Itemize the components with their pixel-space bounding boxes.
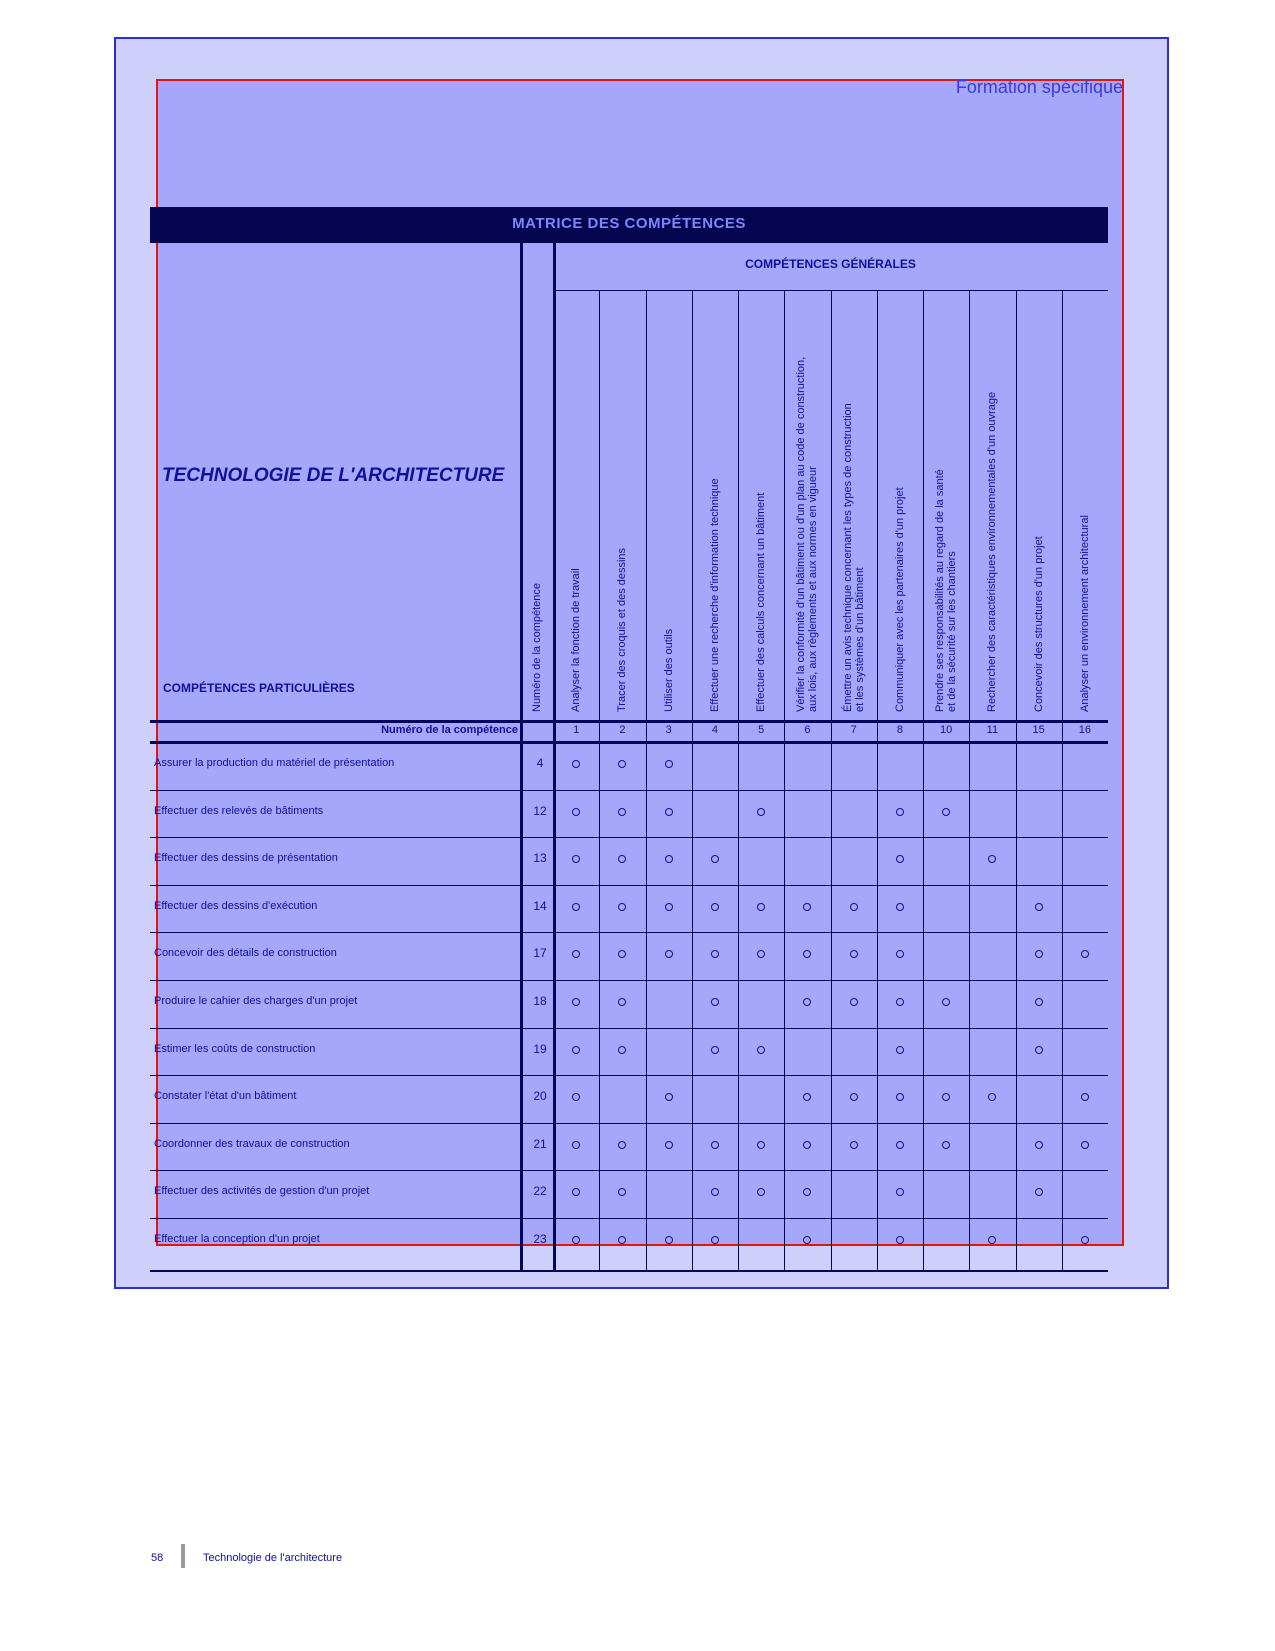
row-separator: [150, 1123, 1108, 1124]
competence-link-mark: [850, 903, 858, 911]
general-competence-code: 2: [619, 724, 626, 736]
general-competence-header: [894, 487, 906, 712]
particular-competence-number: 23: [533, 1232, 547, 1246]
code-row-label: Numéro de la compétence: [381, 724, 518, 736]
row-separator: [150, 790, 1108, 791]
content-frame: [156, 79, 1124, 1246]
competence-link-mark: [1035, 998, 1043, 1006]
code-row-rule: [150, 741, 1108, 744]
competence-link-mark: [896, 808, 904, 816]
table-bottom-rule: [150, 1270, 1108, 1272]
particular-competence-number: 4: [536, 756, 544, 770]
competence-link-mark: [665, 808, 673, 816]
particular-competence-label: Effectuer des dessins d'exécution: [154, 899, 318, 912]
competence-link-mark: [757, 903, 765, 911]
competence-link-mark: [665, 1141, 673, 1149]
general-competence-header-line: aux lois, aux règlements et aux normes en vigueur: [807, 466, 820, 712]
general-competence-code: 7: [850, 724, 857, 736]
general-competence-header-line: et de la sécurité sur les chantiers: [946, 551, 959, 712]
general-competence-header-line: Effectuer des calculs concernant un bâtiment: [755, 492, 768, 712]
matrix-title-band: [150, 207, 1108, 243]
particular-competence-number: 13: [533, 851, 547, 866]
competence-link-mark: [896, 998, 904, 1006]
particular-competence-label: Effectuer des activités de gestion d'un projet: [154, 1185, 370, 1198]
competence-link-mark: [757, 1141, 765, 1149]
competence-link-mark: [711, 1046, 719, 1054]
particular-competence-label: Effectuer des dessins de présentation: [154, 852, 338, 865]
row-separator: [150, 980, 1108, 981]
competence-link-mark: [665, 903, 673, 911]
competence-link-mark: [711, 998, 719, 1006]
particular-competence-label: Effectuer des relevés de bâtiments: [154, 804, 324, 817]
row-separator: [150, 1028, 1108, 1029]
general-competence-header-line: Communiquer avec les partenaires d'un projet: [893, 487, 906, 712]
header-bottom-rule: [150, 720, 1108, 723]
competence-link-mark: [850, 998, 858, 1006]
competence-link-mark: [665, 760, 673, 768]
page-header: Formation spécifique: [955, 77, 1123, 97]
competence-link-mark: [572, 903, 580, 911]
competence-link-mark: [896, 903, 904, 911]
general-competence-header-line: Rechercher des caractéristiques environnementales d'un ouvrage: [986, 391, 999, 712]
competence-link-mark: [711, 903, 719, 911]
section-title: TECHNOLOGIE DE L'ARCHITECTURE: [162, 465, 505, 486]
competence-link-mark: [757, 1046, 765, 1054]
particular-competence-number: 21: [533, 1136, 547, 1151]
particular-competence-number: 22: [533, 1184, 547, 1199]
footer-page-number: 58: [151, 1551, 164, 1564]
general-competence-header: [842, 403, 866, 712]
general-competence-header: [986, 392, 998, 712]
particular-competence-label: Coordonner des travaux de construction: [154, 1137, 350, 1150]
general-competence-header: [663, 629, 675, 712]
competence-link-mark: [572, 1046, 580, 1054]
footer-separator: [181, 1544, 185, 1568]
row-separator: [150, 1170, 1108, 1171]
competence-link-mark: [711, 1236, 719, 1244]
competence-link-mark: [850, 1141, 858, 1149]
competence-link-mark: [1035, 1046, 1043, 1054]
general-competence-header: [795, 357, 819, 712]
competence-link-mark: [572, 808, 580, 816]
general-competence-code: 3: [665, 724, 672, 736]
particular-competence-label: Concevoir des détails de construction: [154, 947, 337, 960]
general-competence-header-line: Émettre un avis technique concernant les types de construction: [841, 403, 854, 712]
particular-competence-label: Constater l'état d'un bâtiment: [154, 1090, 297, 1103]
general-competence-header-line: Analyser un environnement architectural: [1078, 515, 1091, 712]
general-competence-code: 11: [986, 724, 999, 736]
general-competence-header-line: Utiliser des outils: [662, 628, 675, 712]
numero-header: Numéro de la compétence: [531, 582, 543, 712]
page-footer: [151, 1546, 342, 1570]
matrix-title: MATRICE DES COMPÉTENCES: [512, 215, 746, 232]
particular-competence-number: 19: [533, 1041, 547, 1056]
row-separator: [150, 932, 1108, 933]
general-competence-code: 5: [758, 724, 765, 736]
numero-column-right-rule: [553, 243, 556, 1272]
competence-link-mark: [1035, 903, 1043, 911]
row-separator: [150, 885, 1108, 886]
row-separator: [150, 1218, 1108, 1219]
competence-link-mark: [711, 1141, 719, 1149]
particular-competence-label: Assurer la production du matériel de présentation: [154, 757, 395, 769]
general-competence-header-line: Concevoir des structures d'un projet: [1032, 536, 1045, 712]
competence-link-mark: [942, 808, 950, 816]
general-competence-code: 6: [804, 724, 811, 736]
competence-link-mark: [896, 1141, 904, 1149]
general-competence-header-line: Prendre ses responsabilités au regard de la santé: [934, 469, 947, 712]
general-competence-header-line: Effectuer une recherche d'information technique: [708, 478, 721, 712]
competence-link-mark: [942, 1141, 950, 1149]
row-separator: [150, 1075, 1108, 1076]
competence-link-mark: [618, 808, 626, 816]
particular-competence-label: Produire le cahier des charges d'un projet: [154, 995, 358, 1007]
competence-link-mark: [1035, 1141, 1043, 1149]
competence-link-mark: [572, 1141, 580, 1149]
particular-competence-label: Effectuer la conception d'un projet: [154, 1233, 320, 1245]
general-competence-code: 10: [940, 724, 953, 736]
general-competence-code: 16: [1078, 724, 1091, 736]
general-competence-header-line: Vérifier la conformité d'un bâtiment ou d'un plan au code de construction,: [795, 356, 808, 712]
general-competence-header-line: et les systèmes d'un bâtiment: [853, 567, 866, 712]
general-competence-code: 1: [573, 724, 580, 736]
general-competence-header-line: Tracer des croquis et des dessins: [616, 547, 629, 712]
general-competence-header: [934, 469, 958, 712]
competence-link-mark: [665, 1093, 673, 1101]
general-competences-label: COMPÉTENCES GÉNÉRALES: [745, 257, 916, 271]
general-competence-code: 15: [1032, 724, 1045, 736]
general-competence-code: 4: [711, 724, 718, 736]
particular-competences-label: COMPÉTENCES PARTICULIÈRES: [163, 681, 355, 695]
general-competence-header: [755, 493, 767, 712]
particular-competence-number: 17: [533, 946, 547, 961]
general-competence-header: [709, 478, 721, 712]
competence-link-mark: [665, 855, 673, 863]
general-competence-header: [616, 548, 628, 712]
row-separator: [150, 837, 1108, 838]
competence-link-mark: [1081, 1236, 1089, 1244]
general-competence-header: [1079, 515, 1091, 712]
footer-title: Technologie de l'architecture: [203, 1551, 343, 1564]
particular-competence-number: 18: [533, 994, 547, 1008]
general-competence-header: [570, 568, 582, 712]
competence-link-mark: [757, 808, 765, 816]
particular-competence-number: 20: [533, 1089, 547, 1104]
general-competence-code: 8: [896, 724, 903, 736]
particular-competence-label: Estimer les coûts de construction: [154, 1042, 316, 1055]
competence-link-mark: [618, 1046, 626, 1054]
competence-link-mark: [665, 1236, 673, 1244]
general-competence-header: [1033, 536, 1045, 712]
particular-competence-number: 14: [533, 898, 547, 913]
general-competence-header-line: Analyser la fonction de travail: [570, 568, 583, 712]
competence-link-mark: [1081, 1141, 1089, 1149]
competence-link-mark: [896, 1046, 904, 1054]
competence-link-mark: [850, 1093, 858, 1101]
particular-competence-number: 12: [533, 803, 547, 818]
competence-link-mark: [896, 1236, 904, 1244]
numero-column-left-rule: [520, 243, 523, 1272]
